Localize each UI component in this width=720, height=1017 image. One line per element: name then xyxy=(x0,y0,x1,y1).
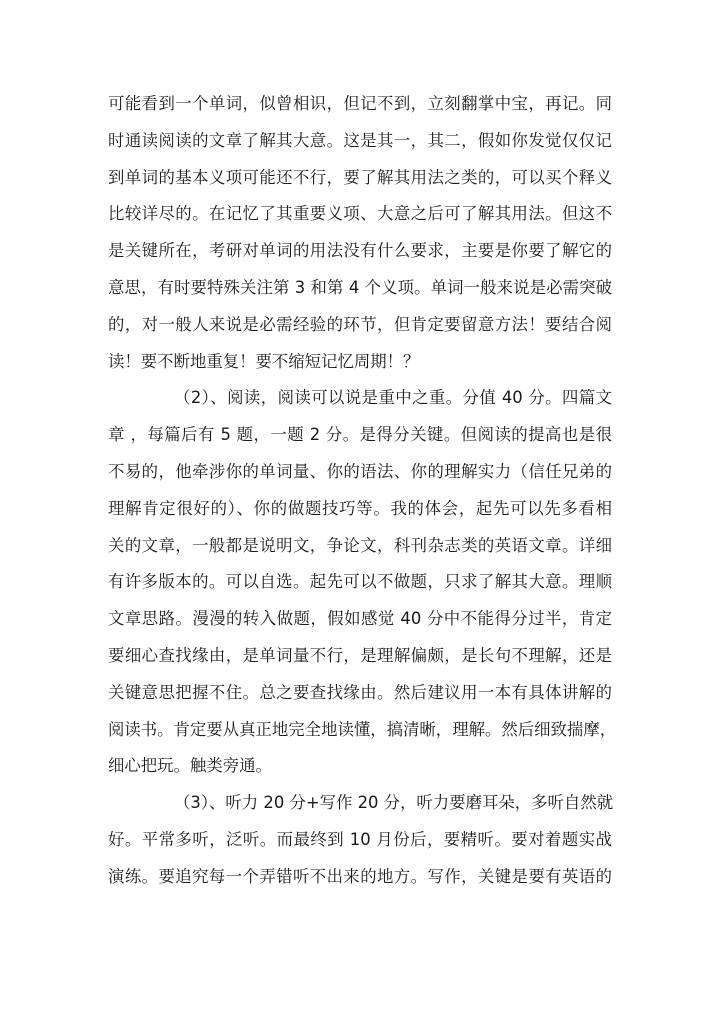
text-line: 比较详尽的。在记忆了其重要义项、大意之后可了解其用法。但这不 xyxy=(108,204,612,224)
text-line: 好。平常多听，泛听。而最终到 10 月份后，要精听。要对着题实战 xyxy=(108,829,612,849)
text-line: （3）、听力 20 分+写作 20 分，听力要磨耳朵，多听自然就 xyxy=(174,793,614,813)
text-line: 不易的，他牵涉你的单词量、你的语法、你的理解实力（信任兄弟的 xyxy=(108,461,612,481)
text-line: 的，对一般人来说是必需经验的环节，但肯定要留意方法！要结合阅 xyxy=(108,314,612,334)
text-line: 阅读书。肯定要从真正地完全地读懂，搞清晰，理解。然后细致揣摩， xyxy=(108,719,617,739)
text-line: 有许多版本的。可以自选。起先可以不做题，只求了解其大意。理顺 xyxy=(108,572,612,592)
body-text xyxy=(108,86,617,896)
text-line: 关的文章，一般都是说明文，争论文，科刊杂志类的英语文章。详细 xyxy=(108,535,612,555)
text-line: 到单词的基本义项可能还不行，要了解其用法之类的，可以买个释义 xyxy=(108,167,612,187)
text-line: 意思，有时要特殊关注第 3 和第 4 个义项。单词一般来说是必需突破 xyxy=(108,277,612,297)
text-line: 细心把玩。触类旁通。 xyxy=(108,756,272,776)
text-line: 文章思路。漫漫的转入做题，假如感觉 40 分中不能得分过半，肯定 xyxy=(108,609,612,629)
text-line: 关键意思把握不住。总之要查找缘由。然后建议用一本有具体讲解的 xyxy=(108,682,612,702)
text-line: 是关键所在，考研对单词的用法没有什么要求，主要是你要了解它的 xyxy=(108,241,612,261)
text-line: （2）、阅读，阅读可以说是重中之重。分值 40 分。四篇文 xyxy=(174,388,612,408)
text-line: 演练。要追究每一个弄错听不出来的地方。写作，关键是要有英语的 xyxy=(108,866,612,886)
text-line: 读！要不断地重复！要不缩短记忆周期！？ xyxy=(108,351,420,371)
text-line: 理解肯定很好的）、你的做题技巧等。我的体会，起先可以先多看相 xyxy=(108,498,612,518)
text-line: 可能看到一个单词，似曾相识，但记不到，立刻翻掌中宝，再记。同 xyxy=(108,94,612,113)
text-line: 时通读阅读的文章了解其大意。这是其一，其二，假如你发觉仅仅记 xyxy=(108,130,612,150)
text-line: 要细心查找缘由，是单词量不行，是理解偏颇，是长句不理解，还是 xyxy=(108,645,612,665)
text-line: 章 ，每篇后有 5 题，一题 2 分。是得分关键。但阅读的提高也是很 xyxy=(108,425,612,445)
